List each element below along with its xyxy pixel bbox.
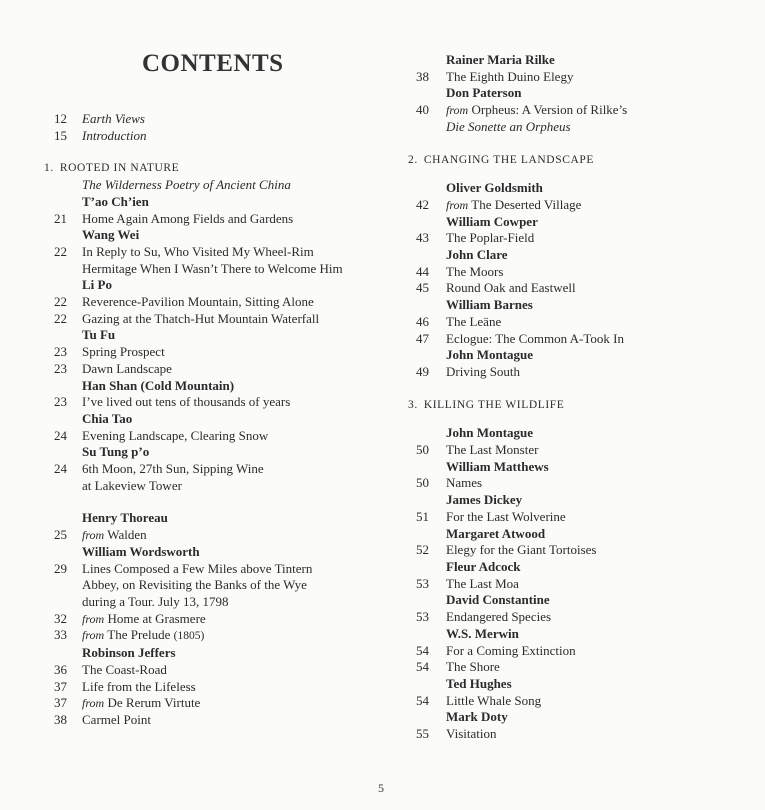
entry-title: Oliver Goldsmith — [446, 180, 543, 196]
entry-text — [446, 297, 753, 314]
toc-entry — [44, 527, 389, 544]
section-heading — [408, 397, 753, 414]
entry-text — [446, 609, 753, 626]
entry-text — [446, 180, 753, 197]
spacer — [408, 168, 753, 180]
toc-entry — [408, 331, 753, 348]
author-name — [44, 277, 389, 294]
entry-title: W.S. Merwin — [446, 625, 519, 641]
toc-entry — [408, 280, 753, 297]
author-name — [408, 676, 753, 693]
page-ref: 2. — [408, 153, 418, 166]
entry-title: The Last Monster — [446, 442, 539, 458]
entry-text — [424, 397, 753, 414]
entry-title: Walden — [107, 527, 147, 543]
entry-title: Chia Tao — [82, 410, 133, 426]
entry-text — [82, 244, 389, 261]
page-ref: 29 — [54, 560, 67, 576]
toc-entry — [44, 695, 389, 712]
entry-title: Home Again Among Fields and Gardens — [82, 210, 294, 226]
page-ref: 42 — [416, 196, 429, 212]
entry-title: Margaret Atwood — [446, 525, 546, 541]
entry-title: Reverence-Pavilion Mountain, Sitting Alone — [82, 294, 314, 310]
page-ref: 3. — [408, 398, 418, 411]
entry-text — [82, 444, 389, 461]
entry-text — [82, 561, 389, 578]
page-ref: 38 — [416, 68, 429, 84]
toc-entry — [44, 561, 389, 578]
entry-year: (1805) — [173, 630, 205, 643]
page-ref: 55 — [416, 726, 429, 742]
author-name — [408, 347, 753, 364]
spacer — [408, 413, 753, 425]
author-name — [44, 444, 389, 461]
entry-text — [82, 277, 389, 294]
entry-text — [82, 211, 389, 228]
entry-title: The Prelude — [107, 627, 171, 643]
page-ref: 45 — [416, 280, 429, 296]
subheading — [44, 177, 389, 194]
entry-text — [446, 459, 753, 476]
entry-text — [446, 85, 753, 102]
page-ref: 44 — [416, 263, 429, 279]
entry-title: Tu Fu — [82, 327, 116, 343]
from-prefix: from — [82, 696, 105, 711]
entry-title: James Dickey — [446, 492, 523, 508]
entry-text — [82, 645, 389, 662]
entry-text — [446, 676, 753, 693]
page-ref: 1. — [44, 162, 54, 175]
entry-text — [446, 576, 753, 593]
entry-text — [82, 544, 389, 561]
page-ref: 12 — [54, 111, 67, 126]
toc-entry — [408, 442, 753, 459]
entry-text — [82, 261, 389, 278]
page-title: CONTENTS — [142, 50, 284, 77]
entry-text — [424, 152, 753, 169]
entry-title: Die Sonette an Orpheus — [446, 118, 571, 134]
page-ref: 46 — [416, 313, 429, 329]
entry-title: William Barnes — [446, 297, 533, 313]
entry-title: Introduction — [82, 127, 147, 143]
author-name — [408, 85, 753, 102]
author-name — [408, 297, 753, 314]
entry-title: Robinson Jeffers — [82, 645, 176, 661]
entry-title: Lines Composed a Few Miles above Tintern — [82, 560, 313, 576]
entry-title: For the Last Wolverine — [446, 508, 566, 524]
entry-text — [446, 247, 753, 264]
entry-title: Names — [446, 475, 483, 491]
page-ref: 22 — [54, 294, 67, 310]
entry-title: Elegy for the Giant Tortoises — [446, 542, 597, 558]
entry-text — [82, 577, 389, 594]
page-ref: 37 — [54, 695, 67, 711]
toc-entry — [408, 542, 753, 559]
toc-entry — [408, 475, 753, 492]
entry-title: Abbey, on Revisiting the Banks of the Wye — [82, 577, 307, 593]
entry-text — [82, 695, 389, 712]
page-ref: 23 — [54, 360, 67, 376]
page-ref: 36 — [54, 661, 67, 677]
entry-title: The Coast-Road — [82, 661, 167, 677]
toc-entry — [44, 394, 389, 411]
from-prefix: from — [82, 528, 105, 543]
entry-title: The Leäne — [446, 313, 502, 329]
entry-title: The Last Moa — [446, 575, 519, 591]
toc-entry — [44, 361, 389, 378]
author-name — [408, 559, 753, 576]
author-name — [44, 411, 389, 428]
spacer — [44, 144, 389, 160]
entry-text — [82, 311, 389, 328]
entry-title: Spring Prospect — [82, 344, 165, 360]
from-prefix: from — [446, 103, 469, 118]
page-ref: 21 — [54, 210, 67, 226]
entry-text — [82, 177, 389, 194]
entry-text — [446, 69, 753, 86]
entry-title: 6th Moon, 27th Sun, Sipping Wine — [82, 461, 264, 477]
page-ref: 25 — [54, 527, 67, 543]
spacer — [408, 381, 753, 397]
entry-title: Visitation — [446, 726, 497, 742]
entry-text — [82, 611, 389, 628]
page-ref: 47 — [416, 330, 429, 346]
toc-entry — [408, 576, 753, 593]
entry-title: William Matthews — [446, 458, 549, 474]
entry-text — [82, 662, 389, 679]
page-ref: 53 — [416, 609, 429, 625]
from-prefix: from — [82, 611, 105, 626]
page-ref: 22 — [54, 310, 67, 326]
entry-title: Home at Grasmere — [107, 610, 206, 626]
entry-text — [446, 264, 753, 281]
author-name — [408, 592, 753, 609]
entry-text — [446, 475, 753, 492]
entry-title: Orpheus: A Version of Rilke’s — [471, 102, 628, 118]
entry-title: Carmel Point — [82, 711, 151, 727]
entry-text — [82, 378, 389, 395]
entry-text — [82, 627, 389, 645]
entry-text — [446, 709, 753, 726]
author-name — [44, 227, 389, 244]
author-name — [408, 526, 753, 543]
entry-title: De Rerum Virtute — [107, 695, 201, 711]
entry-title: The Eighth Duino Elegy — [446, 68, 574, 84]
entry-text — [446, 626, 753, 643]
entry-text — [446, 214, 753, 231]
toc-entry — [44, 128, 389, 145]
entry-text — [82, 327, 389, 344]
entry-text — [446, 492, 753, 509]
author-name — [408, 626, 753, 643]
page-ref: 23 — [54, 344, 67, 360]
toc-entry — [44, 611, 389, 628]
author-name — [408, 214, 753, 231]
toc-entry — [44, 627, 389, 645]
toc-entry — [44, 211, 389, 228]
entry-text — [446, 542, 753, 559]
entry-title: T’ao Ch’ien — [82, 193, 149, 209]
toc-entry — [44, 679, 389, 696]
section-heading — [44, 160, 389, 177]
entry-title: Driving South — [446, 363, 521, 379]
entry-title: Mark Doty — [446, 709, 508, 725]
entry-text — [82, 461, 389, 478]
entry-title: Earth Views — [82, 111, 145, 126]
entry-title: Han Shan (Cold Mountain) — [82, 377, 235, 393]
from-prefix: from — [446, 197, 469, 212]
entry-title: For a Coming Extinction — [446, 642, 576, 658]
entry-text — [82, 294, 389, 311]
toc-entry — [408, 197, 753, 214]
entry-text — [82, 510, 389, 527]
entry-text — [82, 128, 389, 145]
toc-entry — [408, 314, 753, 331]
toc-entry — [44, 244, 389, 261]
spacer — [408, 136, 753, 152]
entry-text — [446, 230, 753, 247]
page-ref: 23 — [54, 394, 67, 410]
entry-title: Ted Hughes — [446, 675, 512, 691]
entry-title: Round Oak and Eastwell — [446, 280, 576, 296]
entry-text — [446, 197, 753, 214]
entry-text — [82, 411, 389, 428]
entry-title: Don Paterson — [446, 85, 522, 101]
entry-text — [446, 509, 753, 526]
page-ref: 33 — [54, 627, 67, 643]
author-name — [408, 180, 753, 197]
author-name — [44, 378, 389, 395]
entry-title: Rainer Maria Rilke — [446, 52, 555, 67]
entry-text — [82, 712, 389, 729]
entry-text — [446, 314, 753, 331]
author-name — [408, 52, 753, 69]
author-name — [408, 459, 753, 476]
entry-title: during a Tour. July 13, 1798 — [82, 593, 229, 609]
toc-entry — [44, 344, 389, 361]
page-ref: 49 — [416, 363, 429, 379]
page-ref: 50 — [416, 442, 429, 458]
toc-entry — [44, 294, 389, 311]
author-name — [44, 544, 389, 561]
entry-text — [446, 559, 753, 576]
page-ref: 24 — [54, 427, 67, 443]
entry-text — [82, 428, 389, 445]
entry-title: Gazing at the Thatch-Hut Mountain Waterfall — [82, 310, 320, 326]
page-ref: 54 — [416, 659, 429, 675]
entry-title: The Wilderness Poetry of Ancient China — [82, 177, 291, 193]
entry-title: Life from the Lifeless — [82, 678, 196, 694]
page-number: 5 — [378, 781, 384, 795]
entry-title: John Montague — [446, 347, 534, 363]
entry-title: In Reply to Su, Who Visited My Wheel-Rim — [82, 243, 314, 259]
entry-text — [82, 679, 389, 696]
author-name — [408, 425, 753, 442]
entry-text — [82, 361, 389, 378]
toc-entry — [408, 726, 753, 743]
entry-text — [446, 331, 753, 348]
entry-text — [82, 478, 389, 495]
entry-text — [82, 344, 389, 361]
toc-entry — [44, 461, 389, 478]
author-name — [44, 194, 389, 211]
toc-entry-continued — [44, 261, 389, 278]
entry-title: Dawn Landscape — [82, 360, 172, 376]
page-ref: 37 — [54, 678, 67, 694]
entry-text — [446, 693, 753, 710]
toc-entry-continued — [44, 594, 389, 611]
entry-text — [82, 111, 389, 128]
entry-text — [82, 227, 389, 244]
page-ref: 54 — [416, 692, 429, 708]
entry-title: Wang Wei — [82, 227, 140, 243]
page-ref: 40 — [416, 102, 429, 118]
toc-entry — [44, 662, 389, 679]
entry-title: KILLING THE WILDLIFE — [423, 398, 565, 411]
page-ref: 43 — [416, 230, 429, 246]
entry-title: CHANGING THE LANDSCAPE — [423, 153, 594, 166]
toc-entry-continued — [44, 577, 389, 594]
author-name — [408, 709, 753, 726]
page-ref: 51 — [416, 508, 429, 524]
toc-entry — [408, 643, 753, 660]
entry-text — [446, 659, 753, 676]
entry-text — [446, 102, 753, 119]
entry-title: The Deserted Village — [471, 196, 582, 212]
entry-text — [446, 592, 753, 609]
left-column — [44, 111, 389, 729]
page-ref: 53 — [416, 575, 429, 591]
page-ref: 54 — [416, 642, 429, 658]
entry-text — [446, 442, 753, 459]
page-ref: 32 — [54, 610, 67, 626]
page-ref: 52 — [416, 542, 429, 558]
entry-title: Su Tung p’o — [82, 444, 150, 460]
toc-entry — [408, 509, 753, 526]
entry-title: David Constantine — [446, 592, 550, 608]
entry-text — [446, 726, 753, 743]
entry-title: I’ve lived out tens of thousands of years — [82, 394, 291, 410]
toc-entry — [408, 659, 753, 676]
entry-title: Evening Landscape, Clearing Snow — [82, 427, 269, 443]
entry-title: Li Po — [82, 277, 112, 293]
toc-entry-continued — [408, 119, 753, 136]
entry-title: Fleur Adcock — [446, 558, 521, 574]
toc-entry — [408, 230, 753, 247]
author-name — [44, 510, 389, 527]
right-column — [408, 52, 753, 743]
entry-title: The Poplar-Field — [446, 230, 535, 246]
toc-entry — [44, 311, 389, 328]
page-ref: 50 — [416, 475, 429, 491]
entry-text — [446, 364, 753, 381]
toc-entry — [408, 102, 753, 119]
entry-title: Eclogue: The Common A-Took In — [446, 330, 624, 346]
toc-entry — [44, 428, 389, 445]
page-ref: 15 — [54, 127, 67, 143]
entry-text — [446, 425, 753, 442]
entry-text — [446, 280, 753, 297]
author-name — [408, 247, 753, 264]
entry-text — [82, 527, 389, 544]
entry-title: William Cowper — [446, 213, 538, 229]
entry-text — [60, 160, 389, 177]
entry-title: Little Whale Song — [446, 692, 542, 708]
author-name — [44, 327, 389, 344]
from-prefix: from — [82, 628, 105, 643]
spacer — [44, 494, 389, 510]
entry-text — [82, 394, 389, 411]
toc-entry — [408, 264, 753, 281]
toc-entry — [44, 111, 389, 128]
entry-text — [446, 347, 753, 364]
entry-title: Endangered Species — [446, 609, 552, 625]
page-ref: 24 — [54, 461, 67, 477]
entry-text — [446, 643, 753, 660]
toc-entry — [408, 69, 753, 86]
entry-text — [82, 594, 389, 611]
toc-entry — [408, 693, 753, 710]
entry-title: The Moors — [446, 263, 504, 279]
entry-title: John Clare — [446, 247, 508, 263]
entry-title: at Lakeview Tower — [82, 477, 182, 493]
page-ref: 38 — [54, 711, 67, 727]
author-name — [44, 645, 389, 662]
toc-entry — [408, 364, 753, 381]
page-ref: 22 — [54, 243, 67, 259]
toc-entry — [44, 712, 389, 729]
entry-text — [446, 52, 753, 69]
entry-title: William Wordsworth — [82, 543, 200, 559]
entry-text — [446, 119, 753, 136]
entry-title: Henry Thoreau — [82, 510, 168, 526]
entry-text — [82, 194, 389, 211]
author-name — [408, 492, 753, 509]
toc-entry — [408, 609, 753, 626]
section-heading — [408, 152, 753, 169]
entry-title: The Shore — [446, 659, 500, 675]
entry-title: Hermitage When I Wasn’t There to Welcome Him — [82, 260, 343, 276]
entry-text — [446, 526, 753, 543]
entry-title: ROOTED IN NATURE — [59, 162, 180, 175]
toc-entry-continued — [44, 478, 389, 495]
entry-title: John Montague — [446, 425, 534, 441]
